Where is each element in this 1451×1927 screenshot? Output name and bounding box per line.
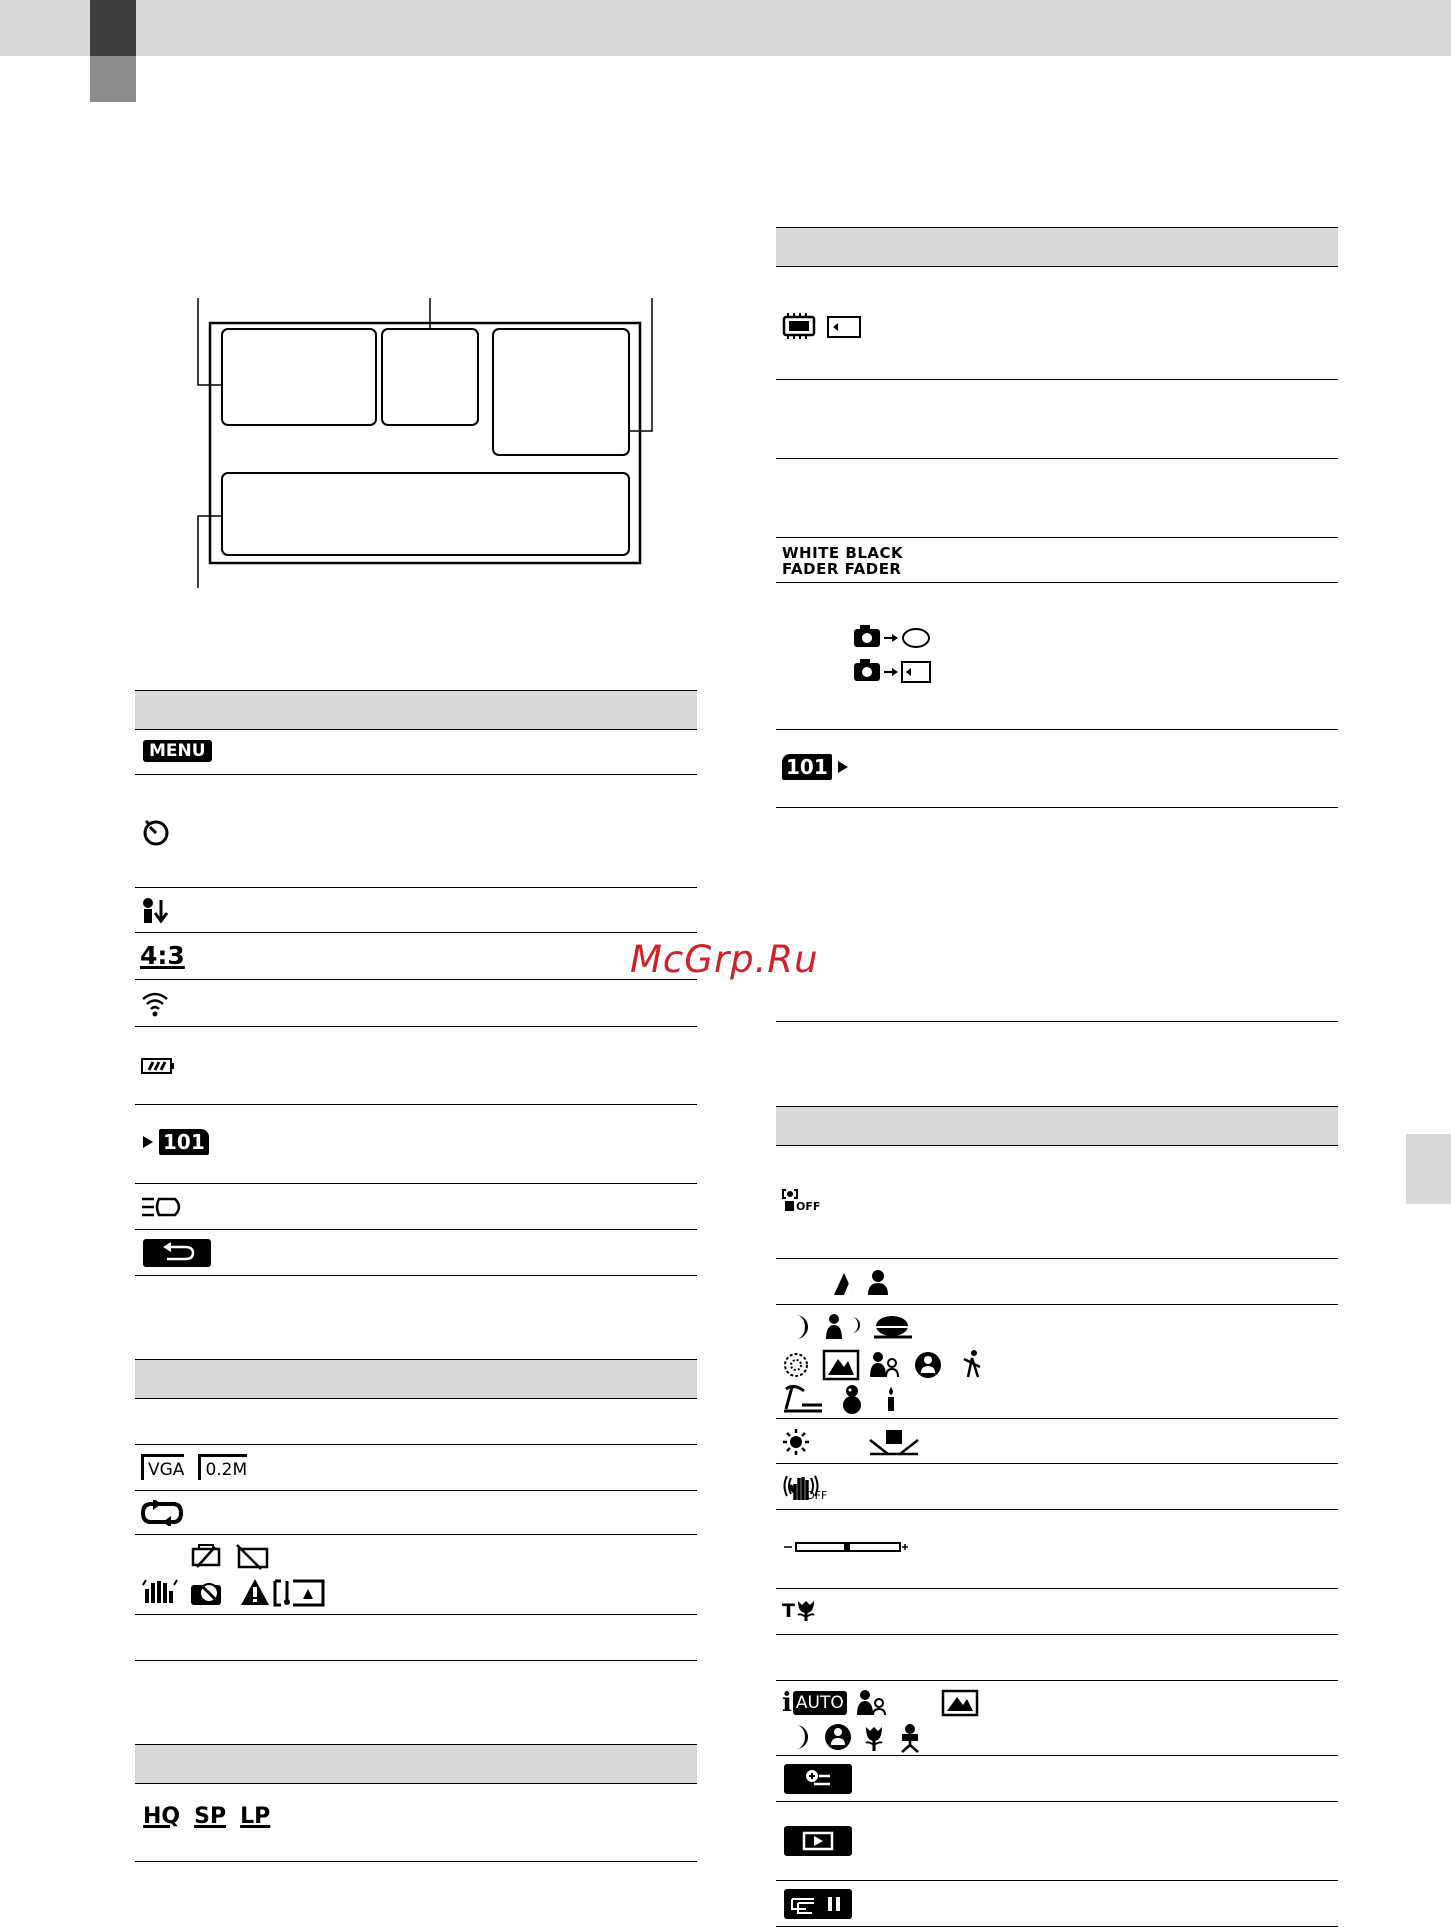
table-row: [135, 775, 697, 888]
data-code-button[interactable]: [784, 1764, 852, 1794]
table-row: [135, 730, 697, 775]
scene-icons-1: [832, 1269, 896, 1297]
table-row: [776, 1589, 1338, 1635]
table-row: [776, 538, 1338, 583]
table-row: [776, 380, 1338, 459]
steadyshot-off-icon: OFF: [782, 1472, 827, 1502]
folder-101-play-icon: 101: [782, 754, 850, 780]
right-table-1: [776, 227, 1338, 808]
face-detection-off-icon: OFF: [782, 1188, 820, 1214]
return-button[interactable]: [143, 1239, 211, 1267]
table-row: [776, 583, 1338, 730]
lcd-screen-diagram: [190, 298, 660, 588]
table-row: [135, 933, 697, 980]
table-header: [135, 1359, 697, 1399]
header-band: [0, 0, 1451, 56]
warning-icons-bottom: [141, 1577, 331, 1607]
warning-icons-top: [191, 1543, 287, 1571]
table-row: [135, 1535, 697, 1615]
table-row: [135, 980, 697, 1027]
chapter-tab-mid: [90, 56, 136, 102]
photo-copy-icons: [852, 625, 934, 689]
table-row: [135, 1615, 697, 1661]
scene-icons-2: [782, 1313, 992, 1417]
chapter-tab-dark: [90, 0, 136, 56]
table-row: [135, 1491, 697, 1535]
table-row: [135, 1027, 697, 1105]
table-row: [776, 1510, 1338, 1589]
wifi-icon: [141, 989, 169, 1017]
table-row: [776, 1881, 1338, 1927]
table-header: [776, 1106, 1338, 1146]
face-priority-icon: [141, 897, 171, 925]
tele-macro-icon: T: [782, 1599, 816, 1623]
table-header: [135, 690, 697, 730]
left-table-3: [135, 1744, 697, 1862]
intelligent-scene-icons: [782, 1723, 932, 1753]
table-row: [776, 1635, 1338, 1681]
table-header: [776, 227, 1338, 267]
intelligent-auto-icons: i AUTO: [782, 1689, 987, 1717]
side-index-tab: [1406, 1134, 1451, 1204]
aspect-ratio-icon: 4:3: [140, 941, 185, 970]
table-row: [776, 459, 1338, 538]
table-row: [135, 1230, 697, 1276]
table-header: [135, 1744, 697, 1784]
watermark-text: McGrp.Ru: [630, 938, 819, 981]
table-row: [776, 1756, 1338, 1802]
table-row: [776, 1146, 1338, 1259]
table-row: [776, 1259, 1338, 1305]
table-row: [135, 1105, 697, 1184]
section-divider: [776, 1021, 1338, 1022]
table-row: [776, 1681, 1338, 1756]
table-row: [135, 1399, 697, 1445]
fader-labels: WHITE BLACK FADER FADER: [782, 544, 904, 578]
self-timer-icon: [141, 817, 171, 847]
repeat-icon: [141, 1500, 183, 1526]
recording-mode-icons: HQ SP LP: [143, 1804, 271, 1829]
table-row: [135, 888, 697, 933]
exposure-bar-icon: [782, 1540, 908, 1554]
playback-button[interactable]: [784, 1826, 852, 1856]
left-table-2: [135, 1359, 697, 1661]
light-icon: [141, 1196, 185, 1218]
white-balance-icons: [782, 1428, 922, 1456]
menu-button[interactable]: MENU: [143, 740, 212, 762]
table-row: [776, 730, 1338, 808]
table-row: [135, 1784, 697, 1862]
image-size-icons: VGA 0.2M: [141, 1454, 247, 1480]
table-row: [776, 267, 1338, 380]
table-row: [776, 1464, 1338, 1510]
table-row: [776, 1305, 1338, 1419]
folder-101-icon: 101: [141, 1129, 209, 1155]
right-table-2: [776, 1106, 1338, 1927]
pause-button[interactable]: [784, 1889, 852, 1919]
table-row: [135, 1184, 697, 1230]
battery-icon: [141, 1057, 175, 1075]
table-row: [135, 1445, 697, 1491]
table-row: [776, 1419, 1338, 1464]
table-row: [776, 1802, 1338, 1881]
left-table-1: [135, 690, 697, 1276]
media-icons: [782, 313, 864, 339]
